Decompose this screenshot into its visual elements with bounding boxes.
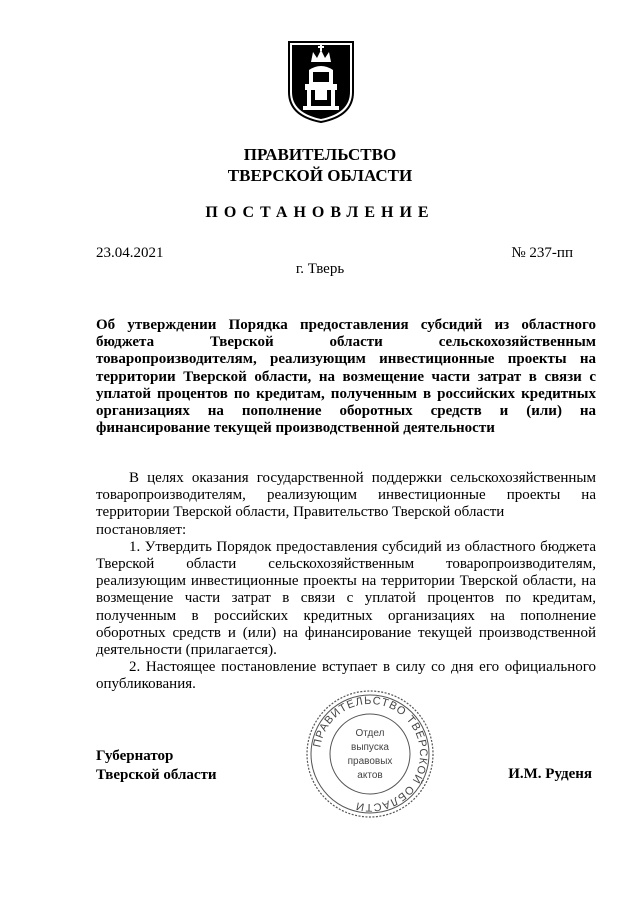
signatory-name: И.М. Руденя [508,766,592,782]
government-title-line2: ТВЕРСКОЙ ОБЛАСТИ [227,166,413,185]
resolves-line: постановляет: [96,521,187,538]
signatory-position-line2: Тверской области [96,767,217,783]
seal-center-line1: Отдел [355,728,385,739]
preamble-paragraph: В целях оказания государственной поддержки сельскохозяйственным товаропроизводителям, реализующим инвестиционные проекты на территории Тверской области, Правительство Тверской области [96,470,596,521]
document-number: № 237-пп [511,245,573,261]
seal-center-line2: выпуска [351,742,389,753]
signatory-position [96,747,217,785]
document-city: г. Тверь [295,261,345,277]
item-1-paragraph: 1. Утвердить Порядок предоставления субсидий из областного бюджета Тверской области сельскохозяйственным товаропроизводителям, реализующим инвестиционные проекты на территории Тверской области, на возмещение части затрат в связи с уплатой процентов по кредитам, полученным в российских кредитных организациях на пополнение оборотных средств и (или) на финансирование текущей производственной деятельности (прилагается). [96,538,596,659]
item-2-paragraph: 2. Настоящее постановление вступает в силу со дня его официального опубликования. [96,659,596,693]
seal-ring-text: ПРАВИТЕЛЬСТВО ТВЕРСКОЙ ОБЛАСТИ [311,694,430,814]
document-body [96,470,596,694]
svg-text:ПРАВИТЕЛЬСТВО ТВЕРСКОЙ ОБЛАСТИ [311,695,429,813]
signatory-position-line1: Губернатор [96,748,174,764]
seal-center-line3: правовых [347,756,393,767]
document-type: ПОСТАНОВЛЕНИЕ [205,204,435,221]
document-date: 23.04.2021 [96,245,164,261]
tver-coat-of-arms-icon [287,40,355,124]
document-subject: Об утверждении Порядка предоставления субсидий из областного бюджета Тверской области сельскохозяйственным товаропроизводителям, реализующим инвестиционные проекты на территории Тверской области, на возмещение части затрат в связи с уплатой процентов по кредитам, полученным в российских кредитных организациях на пополнение оборотных средств и (или) на финансирование текущей производственной деятельности [96,317,596,437]
seal-center-line4: актов [357,770,383,781]
government-title-line1: ПРАВИТЕЛЬСТВО [243,145,397,164]
round-stamp-icon [304,688,436,820]
